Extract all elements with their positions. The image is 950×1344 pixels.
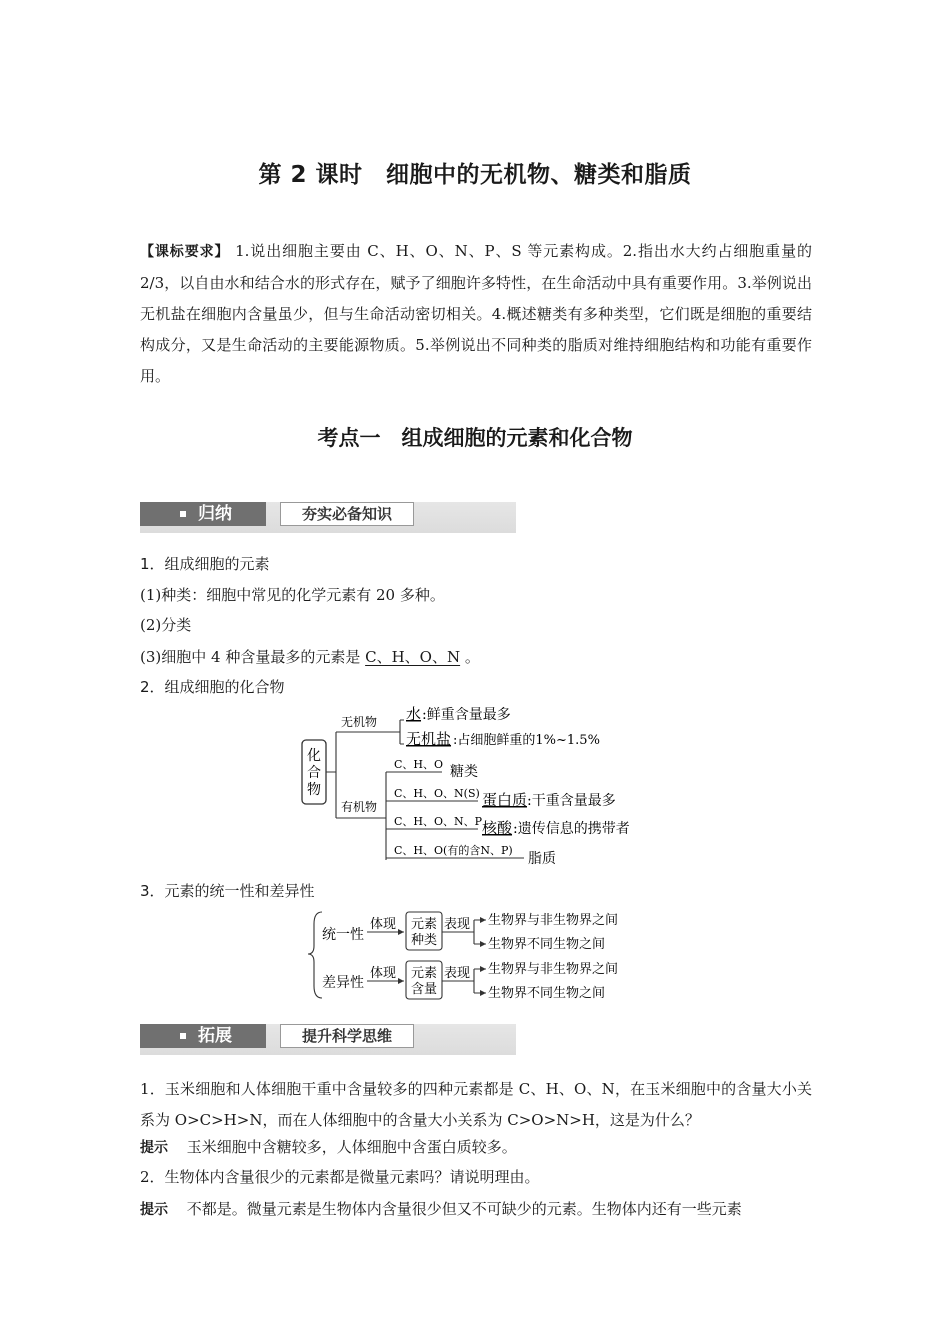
elements-1: C、H、O: [394, 758, 444, 771]
item1-line1: (1)种类：细胞中常见的化学元素有 20 多种。: [140, 586, 445, 604]
unity-diversity-diagram: [308, 904, 648, 1006]
lipid-label: 脂质: [528, 851, 556, 867]
item1-heading: 1．组成细胞的元素: [140, 555, 270, 573]
root-char-1: 化: [307, 748, 321, 764]
answer-1-text: 玉米细胞中含糖较多，人体细胞中含蛋白质较多。: [186, 1138, 517, 1156]
square-icon: [180, 511, 186, 517]
result-1b: 生物界不同生物之间: [488, 937, 606, 952]
box1-line1: 元素: [410, 917, 438, 932]
water-label: 水: [406, 705, 422, 723]
item1-line3-suffix: 。: [464, 648, 480, 666]
embody-label-1: 体现: [370, 917, 397, 932]
elements-3: C、H、O、N、P: [394, 815, 483, 828]
item1-line2: (2)分类: [140, 616, 192, 634]
item1-line3-answer: C、H、O、N: [365, 648, 461, 666]
salt-label: 无机盐: [406, 730, 452, 748]
box2-line1: 元素: [410, 966, 438, 981]
result-2a: 生物界与非生物界之间: [488, 962, 619, 977]
root-char-3: 物: [307, 782, 321, 798]
section-bar-extension: [140, 1021, 516, 1055]
answer-2: [140, 1198, 742, 1219]
elements-4: C、H、O(有的含N、P): [394, 844, 513, 857]
hint-label: 提示: [140, 1140, 168, 1156]
bar-light-label: 夯实必备知识: [280, 502, 414, 526]
salt-note: :占细胞鲜重的1%~1.5%: [453, 733, 600, 748]
item1-line3: [140, 646, 480, 667]
hint-label: 提示: [140, 1202, 168, 1218]
page-title: 第 2 课时 细胞中的无机物、糖类和脂质: [258, 162, 692, 188]
result-2b: 生物界不同生物之间: [488, 986, 606, 1001]
water-note: :鲜重含量最多: [422, 707, 511, 723]
answer-2-text: 不都是。微量元素是生物体内含量很少但又不可缺少的元素。生物体内还有一些元素: [186, 1200, 742, 1218]
bar-dark-tab: [140, 1024, 266, 1048]
square-icon: [180, 1033, 186, 1039]
requirements-text: 1.说出细胞主要由 C、H、O、N、P、S 等元素构成。2.指出水大约占细胞重量的 2/3，以自由水和结合水的形式存在，赋予了细胞许多特性，在生命活动中具有重要作用。3.举例说出无机盐在细胞内含量虽少，但与生命活动密切相关。4.概述糖类有多种类型，它们既是细胞的重要结构成分，又是生命活动的主要能源物质。5.举例说出不同种类的脂质对维持细胞结构和功能有重要作用。: [140, 242, 812, 385]
sugar-label: 糖类: [450, 764, 478, 780]
show-label-1: 表现: [444, 917, 471, 932]
bar-light-label: 提升科学思维: [280, 1024, 414, 1048]
item2-heading: 2．组成细胞的化合物: [140, 678, 285, 696]
unity-label: 统一性: [322, 927, 364, 943]
nucleic-acid-label: 核酸: [482, 819, 513, 837]
root-char-2: 合: [307, 765, 321, 781]
bar-dark-label: 拓展: [198, 1026, 232, 1046]
item1-line3-prefix: (3)细胞中 4 种含量最多的元素是: [140, 648, 361, 666]
embody-label-2: 体现: [370, 966, 397, 981]
nucleic-acid-note: :遗传信息的携带者: [513, 821, 630, 837]
protein-note: :干重含量最多: [527, 793, 616, 809]
section-title: 考点一 组成细胞的元素和化合物: [317, 426, 633, 450]
bar-dark-label: 归纳: [198, 504, 232, 524]
section-bar-summary: [140, 499, 516, 533]
show-label-2: 表现: [444, 966, 471, 981]
compound-diagram: [296, 700, 666, 872]
curriculum-requirements: [140, 236, 812, 392]
inorganic-label: 无机物: [341, 715, 378, 729]
box1-line2: 种类: [410, 933, 438, 948]
requirements-label: 【课标要求】: [140, 244, 230, 260]
protein-label: 蛋白质: [482, 791, 528, 809]
question-1: 1．玉米细胞和人体细胞干重中含量较多的四种元素都是 C、H、O、N，在玉米细胞中的含量大小关系为 O>C>H>N，而在人体细胞中的含量大小关系为 C>O>N>H，这是为什么？: [140, 1080, 812, 1129]
elements-2: C、H、O、N(S): [394, 787, 480, 800]
diff-label: 差异性: [322, 975, 364, 991]
result-1a: 生物界与非生物界之间: [488, 913, 619, 928]
organic-label: 有机物: [341, 800, 378, 814]
item3-heading: 3．元素的统一性和差异性: [140, 882, 315, 900]
bar-dark-tab: [140, 502, 266, 526]
question-2: 2．生物体内含量很少的元素都是微量元素吗？请说明理由。: [140, 1168, 540, 1186]
box2-line2: 含量: [410, 982, 438, 997]
answer-1: [140, 1136, 517, 1157]
